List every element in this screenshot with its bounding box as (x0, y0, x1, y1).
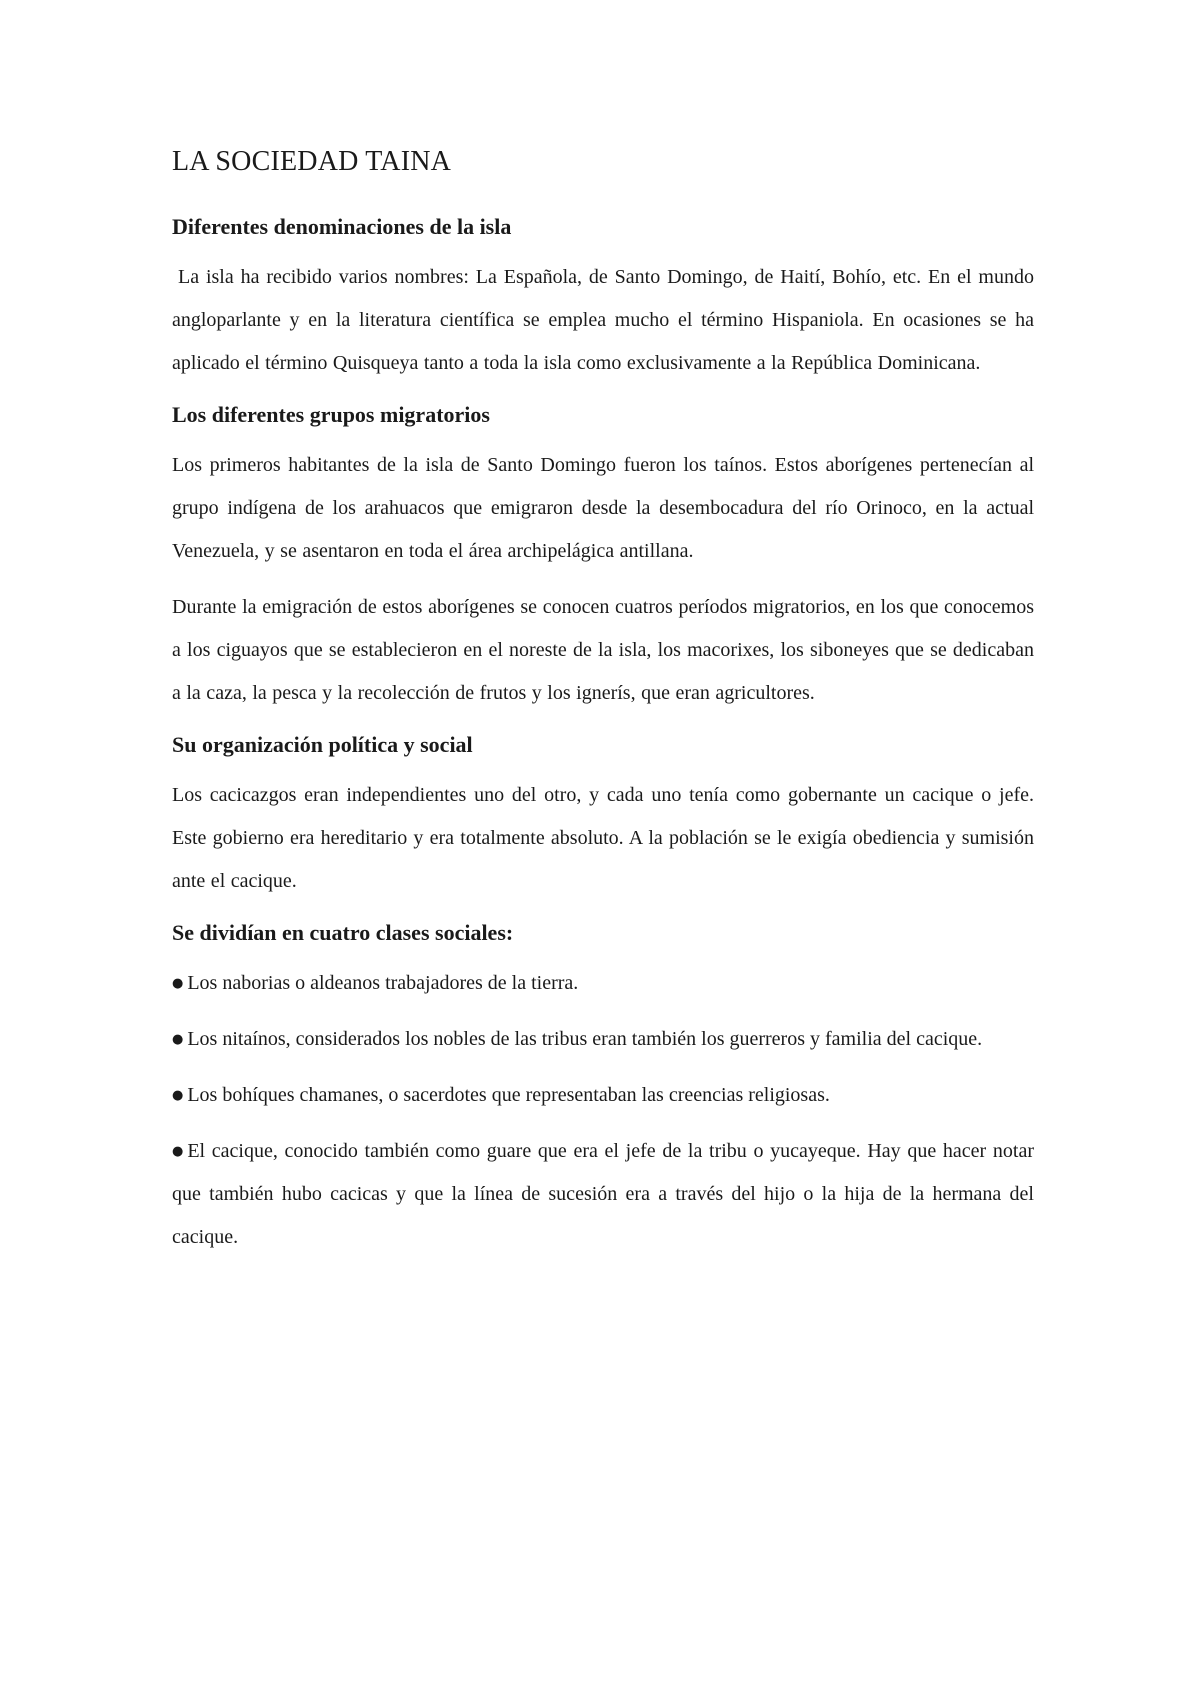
list-item-text: Los naborias o aldeanos trabajadores de la tierra. (187, 972, 579, 994)
paragraph: La isla ha recibido varios nombres: La Española, de Santo Domingo, de Haití, Bohío, etc. En el mundo angloparlante y en la literatura científica se emplea mucho el término Hispaniola. En ocasiones se ha aplicado el término Quisqueya tanto a toda la isla como exclusivamente a la República Dominicana. (172, 266, 1034, 374)
section-heading: Se dividían en cuatro clases sociales: (172, 920, 514, 945)
list-item (172, 1074, 1034, 1117)
document-body (172, 140, 1034, 1272)
section-clases-sociales (172, 916, 1034, 1259)
paragraph: Durante la emigración de estos aborígenes se conocen cuatros períodos migratorios, en los que conocemos a los ciguayos que se establecieron en el noreste de la isla, los macorixes, los siboneyes que se dedicaban a la caza, la pesca y la recolección de frutos y los ignerís, que eran agricultores. (172, 596, 1034, 704)
list-item-text: Los bohíques chamanes, o sacerdotes que representaban las creencias religiosas. (187, 1084, 830, 1106)
list-item (172, 1018, 1034, 1061)
section-heading: Diferentes denominaciones de la isla (172, 214, 512, 239)
bullet-icon: ● (172, 1144, 184, 1159)
section-heading: Los diferentes grupos migratorios (172, 402, 490, 427)
section-grupos-migratorios (172, 398, 1034, 715)
paragraph: Los primeros habitantes de la isla de Santo Domingo fueron los taínos. Estos aborígenes pertenecían al grupo indígena de los arahuacos que emigraron desde la desembocadura del río Orinoco, en la actual Venezuela, y se asentaron en toda el área archipelágica antillana. (172, 454, 1034, 562)
bullet-icon: ● (172, 976, 184, 991)
list-item-text: Los nitaínos, considerados los nobles de las tribus eran también los guerreros y familia del cacique. (187, 1028, 983, 1050)
document-title: LA SOCIEDAD TAINA (172, 146, 452, 177)
list-item-text: El cacique, conocido también como guare que era el jefe de la tribu o yucayeque. Hay que hacer notar que también hubo cacicas y que la línea de sucesión era a través del hijo o la hija de la hermana del cacique. (172, 1140, 1034, 1248)
section-denominaciones (172, 210, 1034, 385)
bullet-icon: ● (172, 1032, 184, 1047)
paragraph: Los cacicazgos eran independientes uno del otro, y cada uno tenía como gobernante un cacique o jefe. Este gobierno era hereditario y era totalmente absoluto. A la población se le exigía obediencia y sumisión ante el cacique. (172, 784, 1034, 892)
list-item (172, 1130, 1034, 1259)
bullet-icon: ● (172, 1088, 184, 1103)
section-heading: Su organización política y social (172, 732, 473, 757)
section-organizacion (172, 728, 1034, 903)
list-item (172, 962, 1034, 1005)
